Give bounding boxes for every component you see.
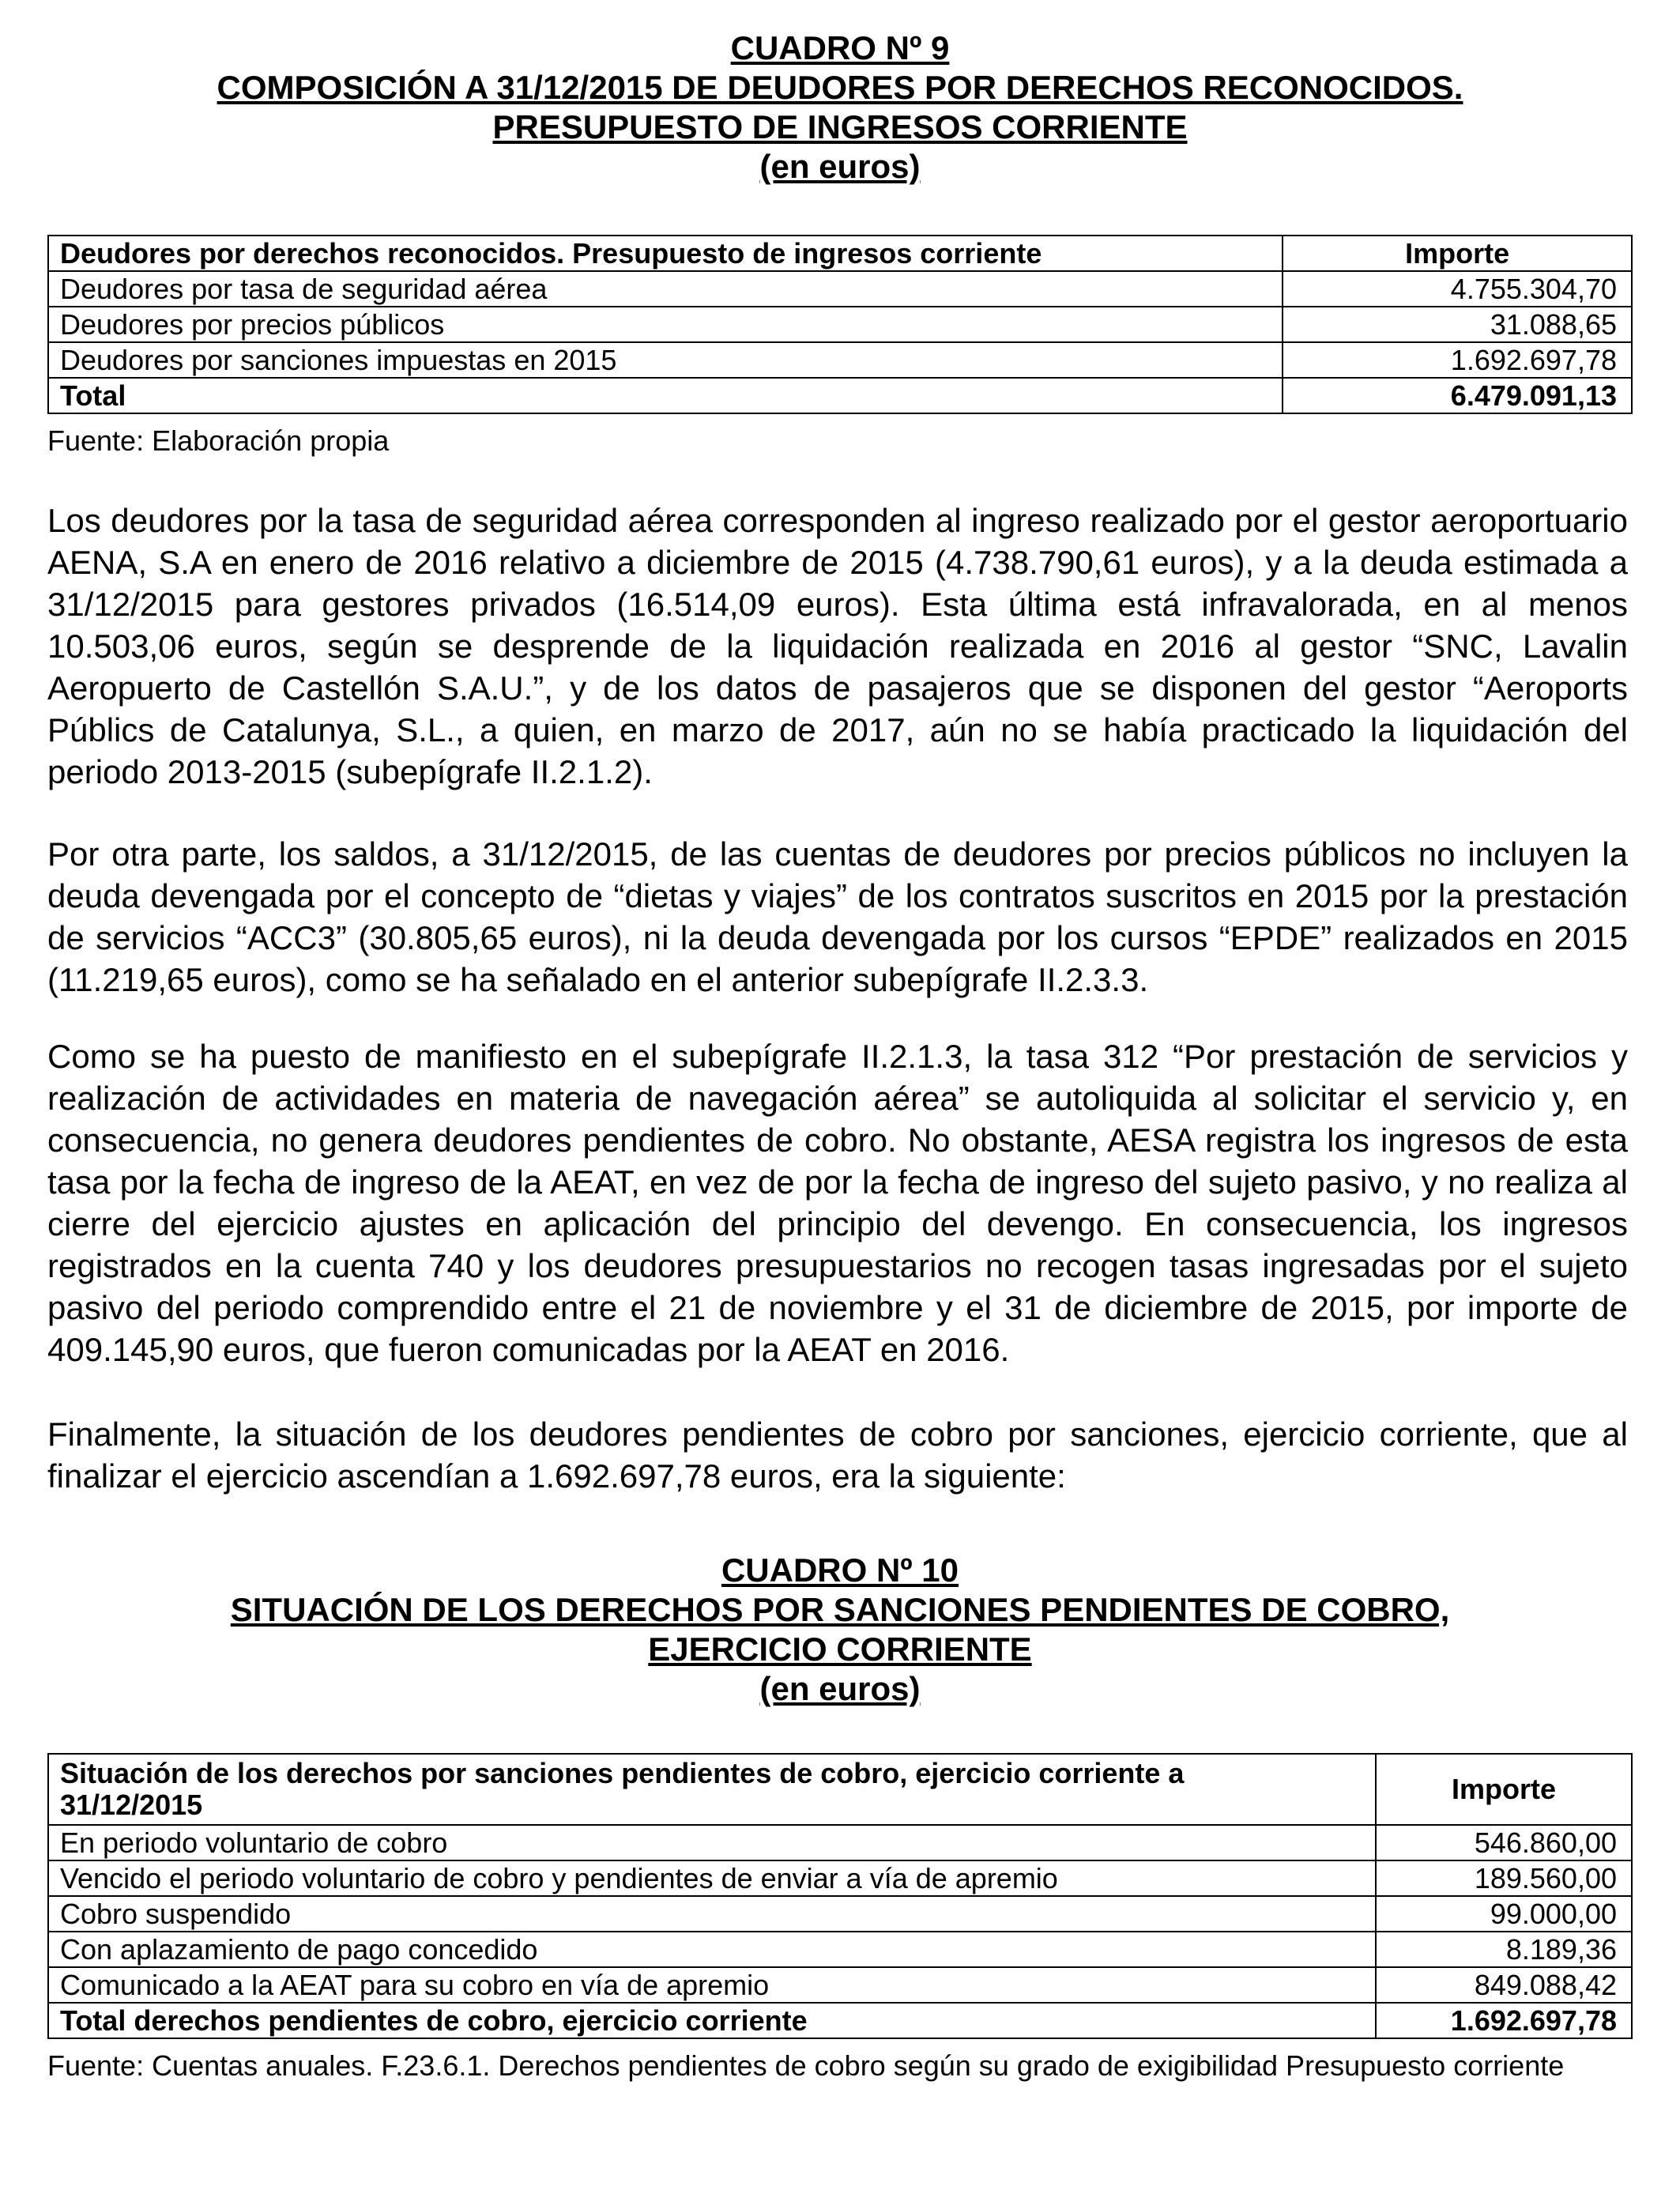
row-amount: 189.560,00 <box>1376 1860 1632 1896</box>
row-amount: 546.860,00 <box>1376 1825 1632 1860</box>
row-amount: 1.692.697,78 <box>1283 342 1632 378</box>
table-row <box>48 1967 1632 2003</box>
cuadro9-source: Fuente: Elaboración propia <box>47 424 390 457</box>
paragraph-4: Finalmente, la situación de los deudores pendientes de cobro por sanciones, ejercicio corriente, que al finalizar el ejercicio ascendían a 1.692.697,78 euros, era la siguiente: <box>47 1416 1628 1495</box>
paragraph-3: Como se ha puesto de manifiesto en el subepígrafe II.2.1.3, la tasa 312 “Por prestación de servicios y realización de actividades en materia de navegación aérea” se autoliquida al solicitar el servicio y, en consecuencia, no genera deudores pendientes de cobro. No obstante, AESA registra los ingresos de esta tasa por la fecha de ingreso de la AEAT, en vez de por la fecha de ingreso del sujeto pasivo, y no realiza al cierre del ejercicio ajustes en aplicación del principio del devengo. En consecuencia, los ingresos registrados en la cuenta 740 y los deudores presupuestarios no recogen tasas ingresadas por el sujeto pasivo del periodo comprendido entre el 21 de noviembre y el 31 de diciembre de 2015, por importe de 409.145,90 euros, que fueron comunicadas por la AEAT en 2016. <box>47 1038 1628 1368</box>
table-row <box>48 1825 1632 1860</box>
total-concept: Total derechos pendientes de cobro, ejercicio corriente <box>48 2003 1376 2038</box>
table-row <box>48 1896 1632 1932</box>
cuadro10-units: (en euros) <box>759 1670 921 1707</box>
header-concept-line1: Situación de los derechos por sanciones pendientes de cobro, ejercicio corriente a <box>60 1757 1185 1789</box>
cuadro9-table <box>47 235 1633 414</box>
row-concept: Con aplazamiento de pago concedido <box>48 1932 1376 1967</box>
cuadro10-heading <box>0 1551 1680 1709</box>
table-row <box>48 1860 1632 1896</box>
cuadro10-title: SITUACIÓN DE LOS DERECHOS POR SANCIONES PENDIENTES DE COBRO, <box>230 1591 1450 1628</box>
header-amount: Importe <box>1283 236 1632 271</box>
row-concept: Deudores por sanciones impuestas en 2015 <box>48 342 1283 378</box>
table-row <box>48 307 1632 342</box>
header-concept <box>48 1754 1376 1825</box>
table-total-row <box>48 378 1632 413</box>
row-amount: 99.000,00 <box>1376 1896 1632 1932</box>
table-header-row <box>48 236 1632 271</box>
cuadro9-title: COMPOSICIÓN A 31/12/2015 DE DEUDORES POR DERECHOS RECONOCIDOS. <box>217 69 1463 106</box>
table-row <box>48 342 1632 378</box>
table-total-row <box>48 2003 1632 2038</box>
row-concept: Vencido el periodo voluntario de cobro y pendientes de enviar a vía de apremio <box>48 1860 1376 1896</box>
total-amount: 6.479.091,13 <box>1283 378 1632 413</box>
cuadro9-heading <box>0 28 1680 187</box>
header-amount: Importe <box>1376 1754 1632 1825</box>
row-concept: Comunicado a la AEAT para su cobro en vía de apremio <box>48 1967 1376 2003</box>
row-amount: 31.088,65 <box>1283 307 1632 342</box>
row-concept: Deudores por tasa de seguridad aérea <box>48 271 1283 307</box>
row-concept: Cobro suspendido <box>48 1896 1376 1932</box>
cuadro10-number: CUADRO Nº 10 <box>721 1551 959 1589</box>
row-concept: En periodo voluntario de cobro <box>48 1825 1376 1860</box>
row-concept: Deudores por precios públicos <box>48 307 1283 342</box>
row-amount: 849.088,42 <box>1376 1967 1632 2003</box>
cuadro9-number: CUADRO Nº 9 <box>730 29 950 66</box>
total-concept: Total <box>48 378 1283 413</box>
paragraph-2: Por otra parte, los saldos, a 31/12/2015, de las cuentas de deudores por precios públicos no incluyen la deuda devengada por el concepto de “dietas y viajes” de los contratos suscritos en 2015 por la prestación de servicios “ACC3” (30.805,65 euros), ni la deuda devengada por los cursos “EPDE” realizados en 2015 (11.219,65 euros), como se ha señalado en el anterior subepígrafe II.2.3.3. <box>47 835 1628 998</box>
cuadro9-subtitle: PRESUPUESTO DE INGRESOS CORRIENTE <box>492 108 1188 145</box>
cuadro10-subtitle: EJERCICIO CORRIENTE <box>648 1630 1032 1668</box>
header-concept-line2: 31/12/2015 <box>60 1789 203 1821</box>
cuadro10-table <box>47 1753 1633 2039</box>
total-amount: 1.692.697,78 <box>1376 2003 1632 2038</box>
row-amount: 4.755.304,70 <box>1283 271 1632 307</box>
table-row <box>48 1932 1632 1967</box>
table-row <box>48 271 1632 307</box>
header-concept: Deudores por derechos reconocidos. Presupuesto de ingresos corriente <box>48 236 1283 271</box>
row-amount: 8.189,36 <box>1376 1932 1632 1967</box>
table-header-row <box>48 1754 1632 1825</box>
paragraph-1: Los deudores por la tasa de seguridad aérea corresponden al ingreso realizado por el gestor aeroportuario AENA, S.A en enero de 2016 relativo a diciembre de 2015 (4.738.790,61 euros), y a la deuda estimada a 31/12/2015 para gestores privados (16.514,09 euros). Esta última está infravalorada, en al menos 10.503,06 euros, según se desprende de la liquidación realizada en 2016 al gestor “SNC, Lavalin Aeropuerto de Castellón S.A.U.”, y de los datos de pasajeros que se disponen del gestor “Aeroports Públics de Catalunya, S.L., a quien, en marzo de 2017, aún no se había practicado la liquidación del periodo 2013-2015 (subepígrafe II.2.1.2). <box>47 502 1628 790</box>
cuadro10-source: Fuente: Cuentas anuales. F.23.6.1. Derechos pendientes de cobro según su grado de exigibilidad Presupuesto corriente <box>47 2049 1565 2082</box>
cuadro9-units: (en euros) <box>759 148 921 185</box>
